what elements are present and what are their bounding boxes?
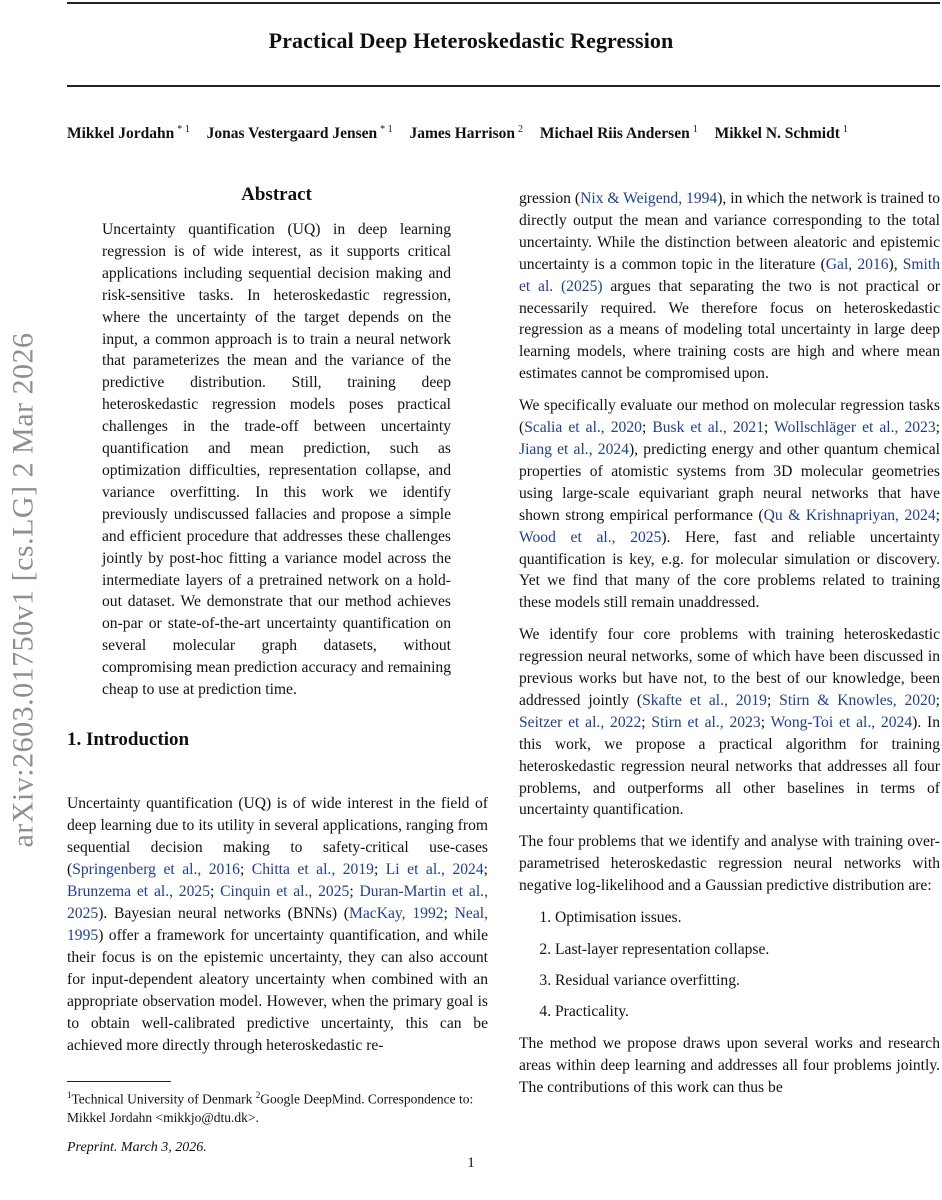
citation-link[interactable]: Wong-Toi et al., 2024 [770, 713, 913, 731]
text: ; [239, 861, 252, 878]
text: ). In this work, we propose a practical algorithm for training heteroskedastic regression neural networks that addresses all four problems, and outperforms all other baselines in terms of uncertainty quantification. [519, 713, 941, 819]
text: ; [766, 691, 780, 709]
list-item: 1. Optimisation issues. [555, 907, 940, 929]
citation-link[interactable]: Scalia et al., 2020 [524, 419, 642, 437]
citation-link[interactable]: Jiang et al., 2024 [519, 440, 629, 458]
text: ; [483, 861, 488, 878]
citation-link[interactable]: Wollschläger et al., 2023 [774, 419, 936, 437]
citation-link[interactable]: Wood et al., 2025 [519, 528, 662, 546]
citation-link[interactable]: Gal, 2016 [825, 255, 889, 273]
author-name: Mikkel Jordahn [67, 125, 175, 143]
text: ; [641, 713, 652, 731]
list-item: 4. Practicality. [555, 1001, 940, 1023]
citation-link[interactable]: Cinquin et al., 2025 [220, 883, 350, 900]
problem-list [519, 907, 940, 1023]
text: Uncertainty quantification (UQ) is of wide interest in the field of deep learning due to its utility in several applications, ranging from sequential decision making to safety-critical use-cases ( [67, 795, 488, 878]
footnote-text: Google DeepMind. Correspondence to: Mikkel Jordahn <mikkjo@dtu.dk>. [67, 1091, 474, 1125]
author-list [67, 124, 940, 143]
footnote-rule [67, 1081, 171, 1082]
author-affiliation: 1 [692, 124, 698, 135]
text: ; [641, 419, 653, 437]
text: ), predicting energy and other quantum chemical properties of atomistic systems from 3D molecular geometries using large-scale equivariant graph neural networks that have shown strong empirical performance ( [519, 440, 940, 524]
author-name: Jonas Vestergaard Jensen [206, 125, 378, 143]
text: ; [349, 883, 360, 900]
right-column [519, 188, 940, 1109]
text: ), in which the network is trained to directly output the mean and variance corresponding to the total uncertainty. While the distinction between aleatoric and epistemic uncertainty is a common topic in the literature ( [519, 190, 940, 273]
text: ), [888, 255, 903, 273]
text: gression ( [519, 190, 581, 207]
text: ; [210, 883, 221, 900]
paragraph: The method we propose draws upon several works and research areas within deep learning and addresses all four problems jointly. The contributions of this work can thus be [519, 1035, 940, 1097]
citation-link[interactable]: Smith et al. (2025) [519, 255, 940, 295]
citation-link[interactable]: Seitzer et al., 2022 [519, 713, 642, 731]
abstract-heading: Abstract [241, 184, 312, 205]
citation-link[interactable]: Brunzema et al., 2025 [67, 883, 210, 900]
citation-link[interactable]: Qu & Krishnapriyan, 2024 [763, 506, 936, 524]
paragraph [519, 624, 940, 821]
citation-link[interactable]: Chitta et al., 2019 [251, 861, 374, 878]
footnote-mark: 2 [255, 1090, 261, 1100]
page-number: 1 [467, 1155, 475, 1171]
text: ). Here, fast and reliable uncertainty quantification is key, e.g. for molecular simulation or discovery. Yet we find that many of the core problems related to training these models still remain unaddressed. [519, 528, 940, 612]
text: We specifically evaluate our method on molecular regression tasks ( [519, 397, 940, 437]
list-item: 2. Last-layer representation collapse. [555, 939, 940, 961]
author [410, 125, 523, 142]
author [715, 125, 848, 142]
text: ; [764, 419, 775, 437]
author-affiliation: 2 [517, 124, 523, 135]
citation-link[interactable]: Duran-Martin et al., 2025 [67, 883, 488, 922]
text: ) offer a framework for uncertainty quantification, and while their focus is on the epistemic uncertainty, they can also account for input-dependent aleatory uncertainty when combined with an appropriate observation model. However, when the primary goal is to obtain well-calibrated predictive uncertainty, this can be achieved more directly through heteroskedastic re- [67, 927, 488, 1054]
text: ; [760, 713, 771, 731]
list-item: 3. Residual variance overfitting. [555, 970, 940, 992]
author [67, 125, 190, 142]
footnote [67, 1086, 488, 1127]
author-name: Michael Riis Andersen [539, 125, 690, 143]
author [207, 125, 393, 142]
section-heading: 1. Introduction [67, 729, 190, 750]
text: ; [935, 419, 940, 437]
citation-link[interactable]: Skafte et al., 2019 [642, 691, 767, 709]
arxiv-stamp [2, 275, 46, 905]
text: ). Bayesian neural networks (BNNs) ( [98, 905, 349, 922]
footnote-text: Technical University of Denmark [71, 1091, 256, 1107]
title-rule [67, 85, 940, 87]
citation-link[interactable]: Busk et al., 2021 [652, 419, 765, 437]
paragraph [519, 188, 940, 385]
intro-paragraph [67, 793, 488, 1057]
abstract-text: Uncertainty quantification (UQ) in deep learning regression is of wide interest, as it supports critical applications including sequential decision making and risk-sensitive tasks. In heteroskedastic regression, where the uncertainty of the target depends on the input, a common approach is to train a neural network that parameterizes the mean and the variance of the predictive distribution. Still, training deep heteroskedastic regression models poses practical challenges in the trade-off between uncertainty quantification and mean prediction, such as optimization difficulties, representation collapse, and variance overfitting. In this work we identify previously undiscussed fallacies and propose a simple and efficient procedure that addresses these challenges jointly by post-hoc fitting a variance model across the intermediate layers of a pretrained network on a hold-out dataset. We demonstrate that our method achieves on-par or state-of-the-art uncertainty quantification on several molecular graph datasets, without compromising mean prediction accuracy and remaining cheap to use at prediction time. [102, 221, 451, 699]
author-affiliation: * 1 [380, 124, 393, 135]
author-name: Mikkel N. Schmidt [714, 125, 840, 143]
author-affiliation: 1 [842, 124, 848, 135]
paper-title: Practical Deep Heteroskedastic Regression [268, 28, 674, 53]
preprint-note: Preprint. March 3, 2026. [67, 1140, 207, 1155]
text: argues that separating the two is not practical or necessarily required. We therefore focus on heteroskedastic regression as a means of modeling total uncertainty in large deep learning models, where training costs are high and where mean estimates cannot be compromised upon. [519, 277, 940, 383]
citation-link[interactable]: Li et al., 2024 [385, 861, 484, 878]
citation-link[interactable]: Stirn et al., 2023 [651, 713, 761, 731]
top-rule [67, 2, 940, 4]
footnote-mark: 1 [67, 1090, 72, 1100]
paragraph [519, 395, 940, 614]
author-affiliation: * 1 [177, 124, 190, 135]
author-name: James Harrison [409, 125, 515, 143]
text: ; [935, 691, 940, 709]
citation-link[interactable]: Nix & Weigend, 1994 [580, 190, 718, 207]
author [540, 125, 698, 142]
text: ; [443, 905, 455, 922]
citation-link[interactable]: Stirn & Knowles, 2020 [779, 691, 936, 709]
paragraph: The four problems that we identify and analyse with training over-parametrised heteroskedastic regression neural networks with negative log-likelihood and a Gaussian predictive distribution are: [519, 833, 940, 895]
citation-link[interactable]: Springenberg et al., 2016 [72, 861, 240, 878]
citation-link[interactable]: Neal, 1995 [67, 905, 488, 944]
text: ; [373, 861, 386, 878]
citation-link[interactable]: MacKay, 1992 [349, 905, 444, 922]
arxiv-id: arXiv:2603.01750v1 [cs.LG] 2 Mar 2026 [7, 332, 40, 848]
text: ; [935, 506, 940, 524]
text: We identify four core problems with training heteroskedastic regression neural networks, some of which have been discussed in previous works but have not, to the best of our knowledge, been addressed jointly ( [519, 626, 940, 709]
